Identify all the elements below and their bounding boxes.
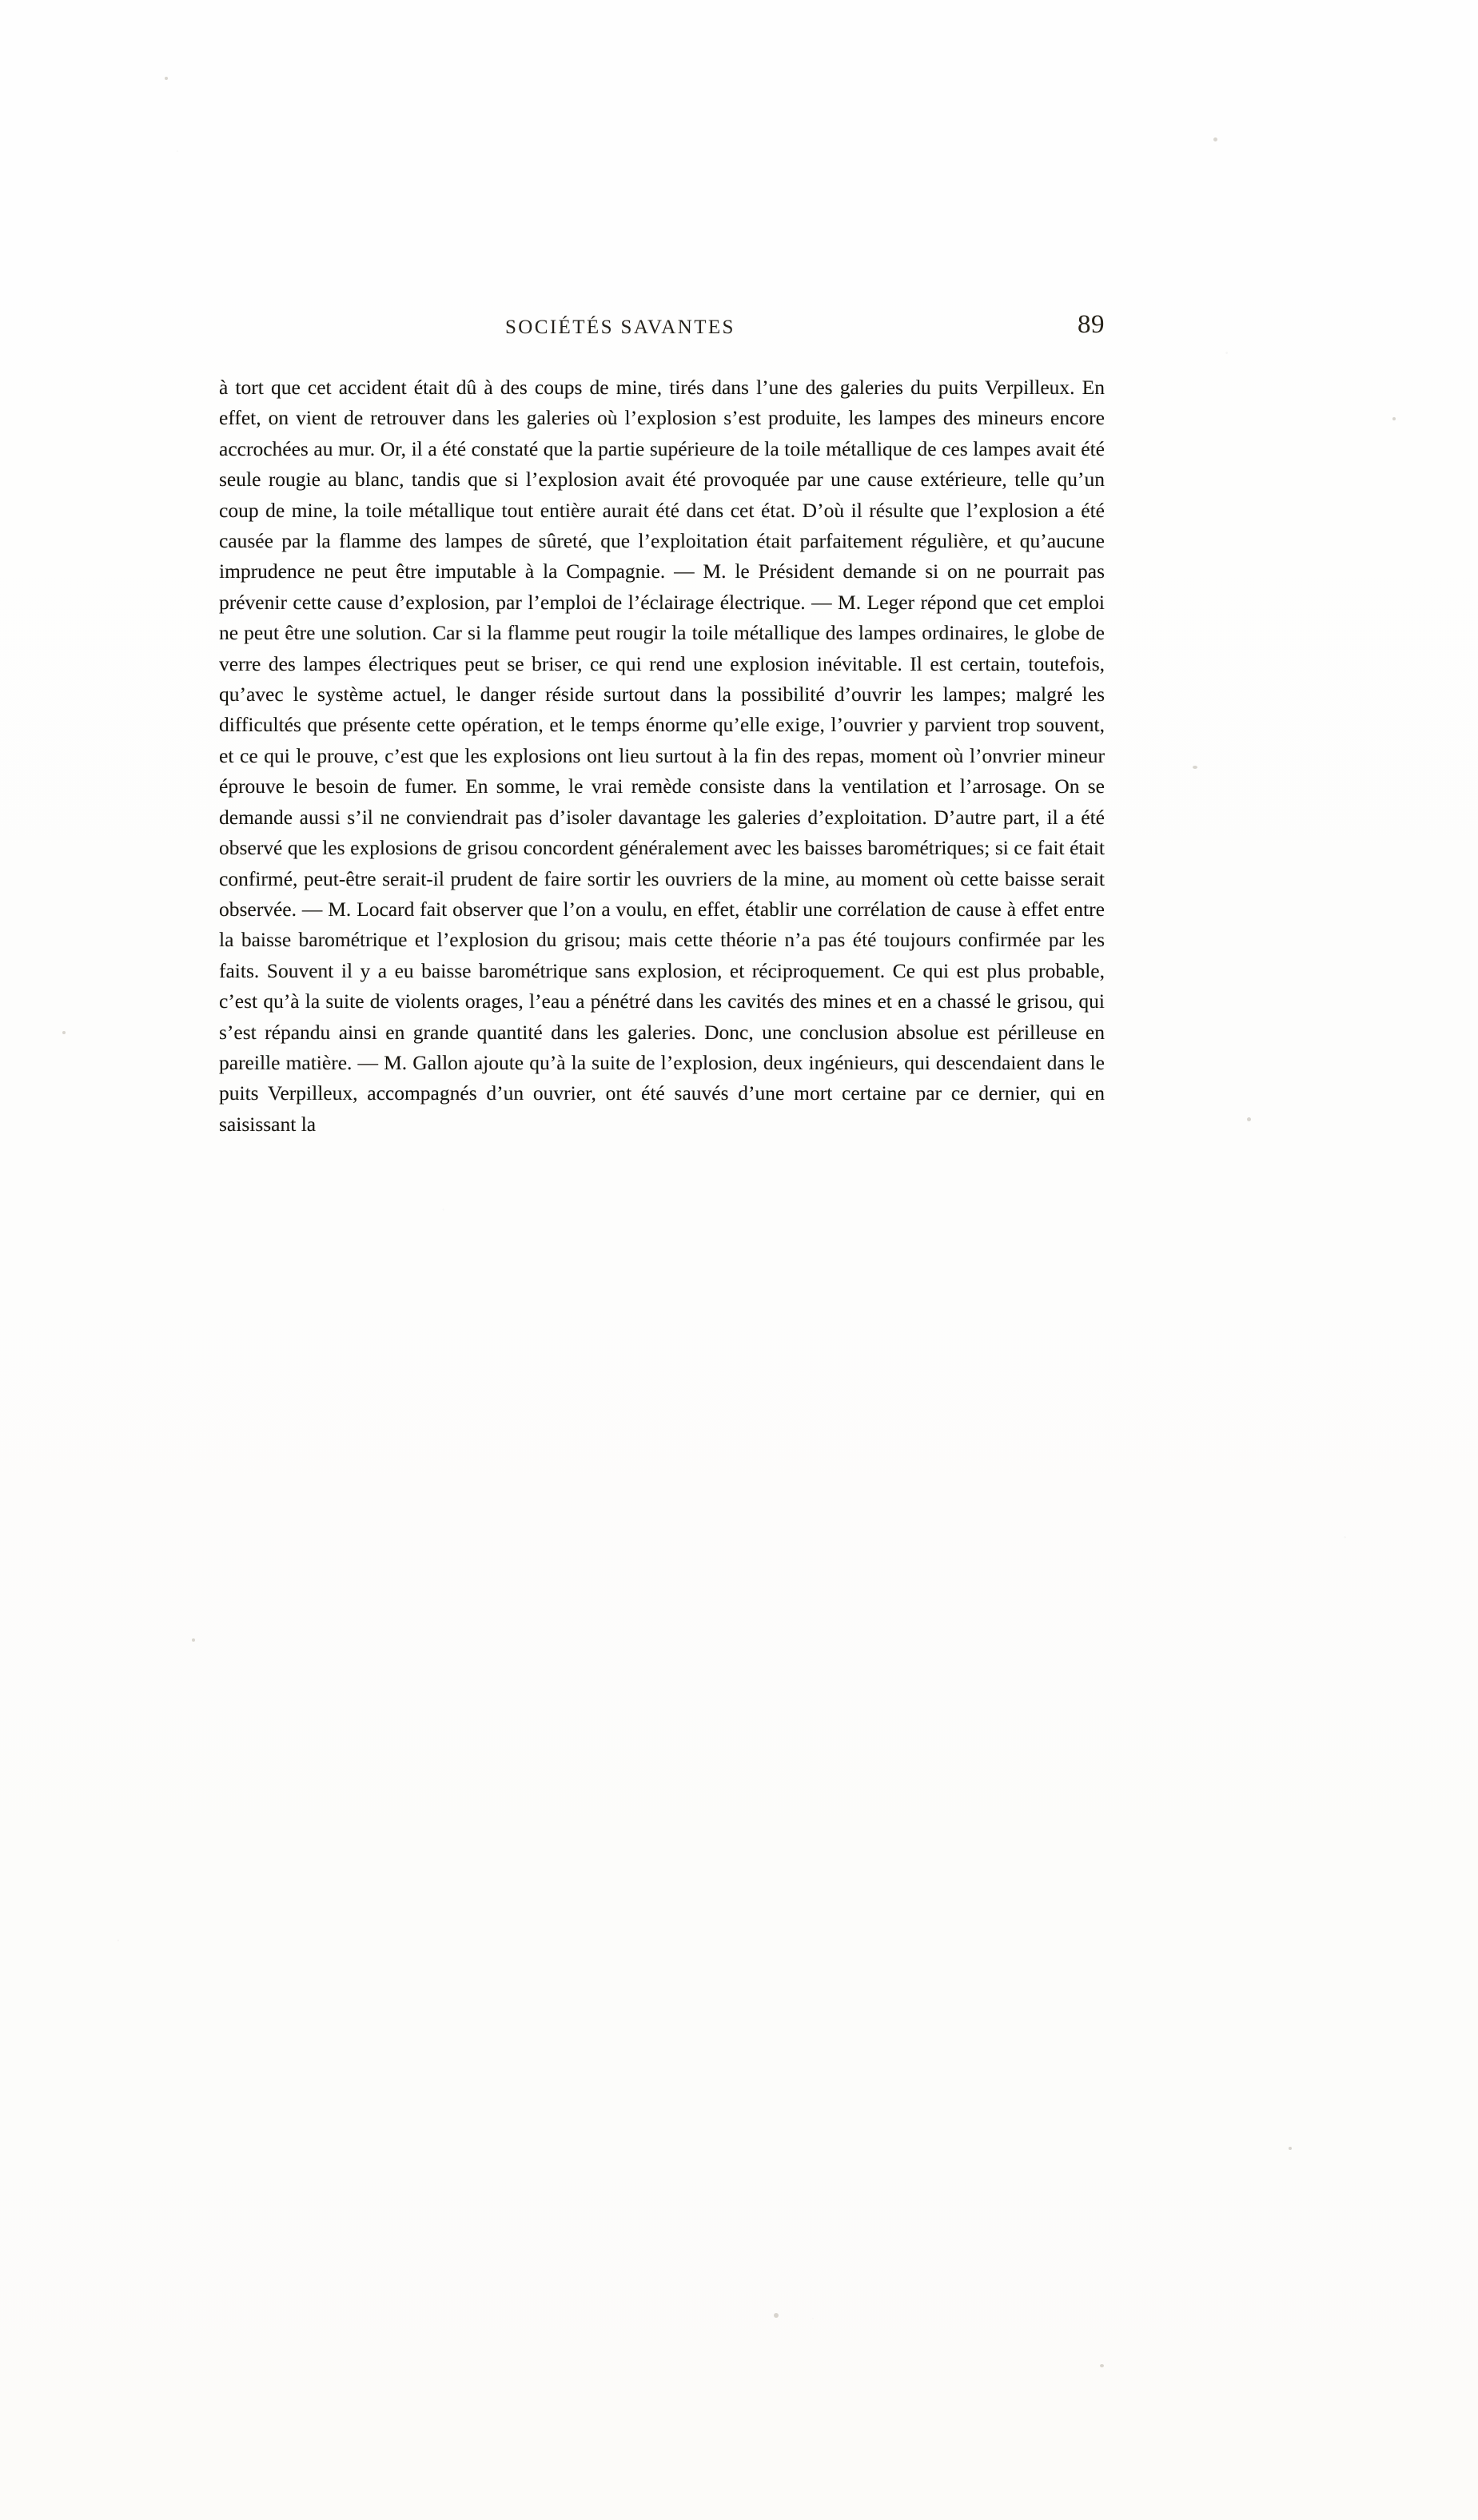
- paper-speck: [1392, 417, 1396, 420]
- running-head-title: SOCIÉTÉS SAVANTES: [505, 316, 735, 338]
- paper-speck: [774, 2313, 779, 2318]
- paper-speck: [192, 1638, 195, 1642]
- paper-speck: [62, 1031, 66, 1034]
- paper-speck: [1193, 766, 1197, 769]
- body-paragraph: à tort que cet accident était dû à des coups de mine, tirés dans l’une des galeries du puits Verpilleux. En effet, on vient de retrouver dans les galeries où l’explosion s’est produite, les lampes des mineurs encore accrochées au mur. Or, il a été constaté que la partie supérieure de la toile métallique de ces lampes avait été seule rougie au blanc, tandis que si l’explosion avait été provoquée par une cause extérieure, telle qu’un coup de mine, la toile métallique tout entière aurait été dans cet état. D’où il résulte que l’explosion a été causée par la flamme des lampes de sûreté, que l’exploitation était parfaitement régulière, et qu’aucune imprudence ne peut être imputable à la Compagnie. — M. le Président demande si on ne pourrait pas prévenir cette cause d’explosion, par l’emploi de l’éclairage électrique. — M. Leger répond que cet emploi ne peut être une solution. Car si la flamme peut rougir la toile métallique des lampes ordinaires, le globe de verre des lampes électriques peut se briser, ce qui rend une explosion inévitable. Il est certain, toutefois, qu’avec le système actuel, le danger réside surtout dans la possibilité d’ouvrir les lampes; malgré les difficultés que présente cette opération, et le temps énorme qu’elle exige, l’ouvrier y parvient trop souvent, et ce qui le prouve, c’est que les explosions ont lieu surtout à la fin des repas, moment où l’onvrier mineur éprouve le besoin de fumer. En somme, le vrai remède consiste dans la ventilation et l’arrosage. On se demande aussi s’il ne conviendrait pas d’isoler davantage les galeries d’exploitation. D’autre part, il a été observé que les explosions de grisou concordent généralement avec les baisses barométriques; si ce fait était confirmé, peut-être serait-il prudent de faire sortir les ouvriers de la mine, au moment où cette baisse serait observée. — M. Locard fait observer que l’on a voulu, en effet, établir une corrélation de cause à effet entre la baisse barométrique et l’explosion du grisou; mais cette théorie n’a pas été toujours confirmée par les faits. Souvent il y a eu baisse barométrique sans explosion, et réciproquement. Ce qui est plus probable, c’est qu’à la suite de violents orages, l’eau a pénétré dans les cavités des mines et en a chassé le grisou, qui s’est répandu ainsi en grande quantité dans les galeries. Donc, une conclusion absolue est périlleuse en pareille matière. — M. Gallon ajoute qu’à la suite de l’explosion, deux ingénieurs, qui descendaient dans le puits Verpilleux, accompagnés d’un ouvrier, ont été sauvés d’une mort certaine par ce dernier, qui en saisissant la: [219, 376, 1105, 1136]
- body-text: [219, 372, 1105, 1140]
- paper-speck: [165, 77, 168, 80]
- page-number: 89: [1078, 310, 1105, 339]
- paper-speck: [1247, 1117, 1251, 1121]
- running-head: [217, 310, 1105, 344]
- paper-speck: [1213, 137, 1217, 141]
- paper-speck: [1289, 2147, 1292, 2150]
- paper-speck: [1100, 2364, 1104, 2367]
